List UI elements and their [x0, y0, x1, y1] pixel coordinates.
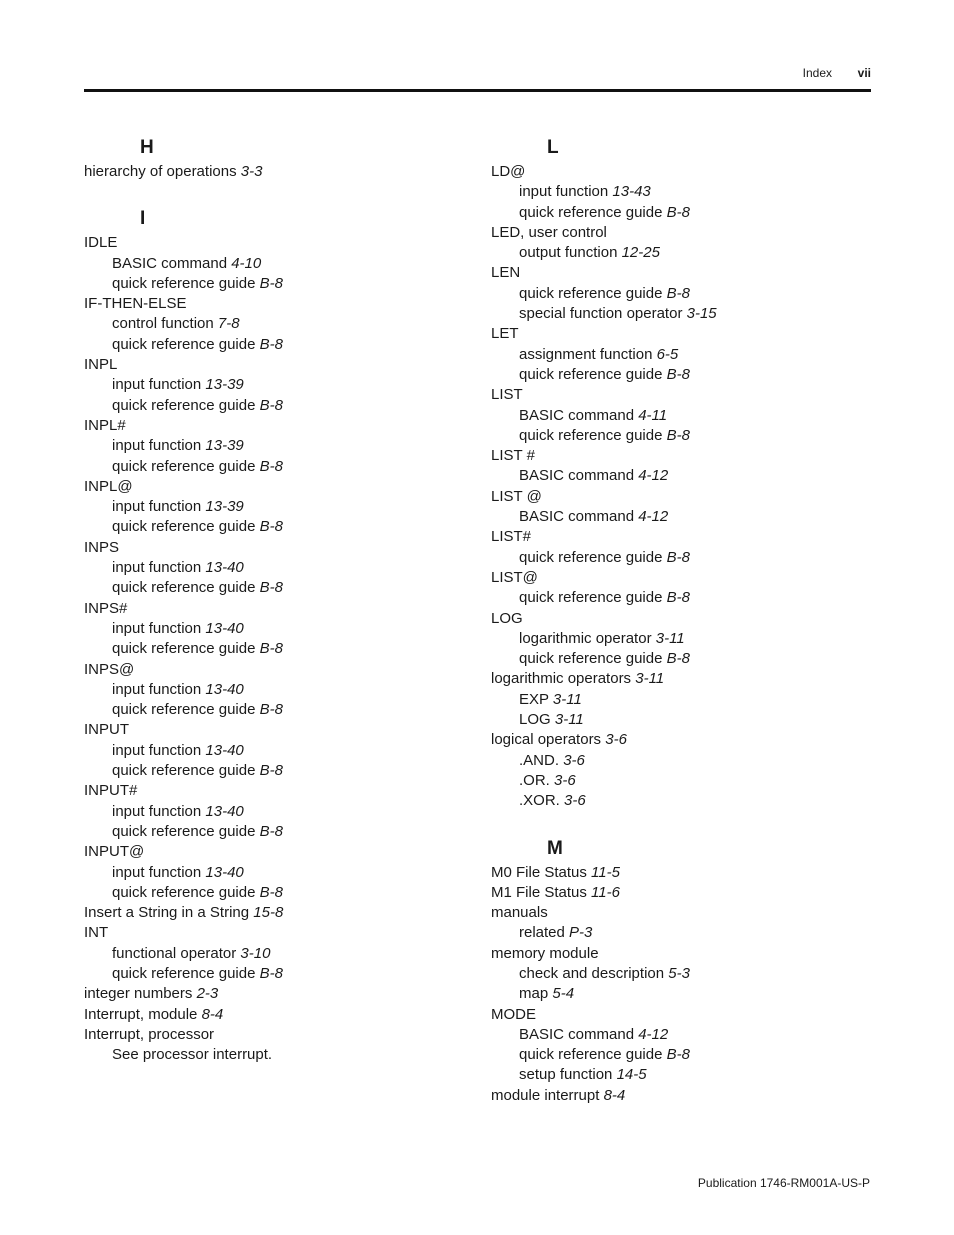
entry-page-ref: B-8 — [259, 457, 283, 475]
entry-term: BASIC command — [519, 406, 635, 424]
index-subentry — [491, 182, 871, 202]
index-subentry — [491, 791, 871, 811]
entry-term: BASIC command — [112, 254, 228, 272]
entry-term: Insert a String in a String — [84, 904, 250, 922]
index-entry — [84, 355, 464, 375]
entry-term: input function — [112, 863, 202, 881]
entry-page-ref: 3-6 — [554, 771, 576, 789]
entry-page-ref: B-8 — [259, 822, 283, 840]
entry-term: .OR. — [519, 771, 550, 789]
index-entry — [491, 324, 871, 344]
index-entry — [491, 446, 871, 466]
index-subentry — [84, 700, 464, 720]
index-subentry — [491, 406, 871, 426]
entry-term: input function — [112, 437, 202, 455]
entry-term: control function — [112, 315, 214, 333]
entry-term: LET — [491, 325, 519, 343]
entry-term: INPL# — [84, 416, 126, 434]
index-subentry — [84, 761, 464, 781]
index-entry — [491, 263, 871, 283]
index-subentry — [491, 365, 871, 385]
entry-term: quick reference guide — [519, 426, 663, 444]
entry-term: quick reference guide — [112, 640, 256, 658]
entry-term: IF-THEN-ELSE — [84, 295, 187, 313]
entry-term: LIST # — [491, 447, 535, 465]
entry-page-ref: 12-25 — [621, 244, 660, 262]
index-entry — [491, 385, 871, 405]
index-entry — [491, 669, 871, 689]
entry-term: input function — [112, 619, 202, 637]
index-subentry — [491, 984, 871, 1004]
index-subentry — [491, 690, 871, 710]
index-subentry — [491, 466, 871, 486]
entry-term: Interrupt, module — [84, 1005, 198, 1023]
entry-term: input function — [112, 680, 202, 698]
entry-term: LIST@ — [491, 568, 538, 586]
index-entry — [491, 1086, 871, 1106]
entry-term: assignment function — [519, 345, 653, 363]
entry-term: input function — [112, 741, 202, 759]
section-gap — [84, 182, 464, 205]
entry-page-ref: 3-10 — [240, 944, 271, 962]
index-subentry — [491, 1065, 871, 1085]
index-subentry — [491, 964, 871, 984]
entry-term: integer numbers — [84, 985, 193, 1003]
entry-term: EXP — [519, 690, 549, 708]
entry-term: input function — [112, 376, 202, 394]
entry-term: INPUT — [84, 721, 129, 739]
entry-page-ref: 13-39 — [205, 437, 244, 455]
entry-term: related — [519, 924, 565, 942]
entry-term: quick reference guide — [112, 335, 256, 353]
entry-page-ref: B-8 — [666, 548, 690, 566]
entry-page-ref: B-8 — [666, 426, 690, 444]
entry-page-ref: B-8 — [259, 518, 283, 536]
entry-page-ref: 3-6 — [563, 751, 585, 769]
entry-term: .AND. — [519, 751, 560, 769]
index-entry — [84, 477, 464, 497]
index-subentry — [84, 254, 464, 274]
entry-term: quick reference guide — [112, 701, 256, 719]
entry-term: check and description — [519, 964, 665, 982]
index-entry — [84, 416, 464, 436]
entry-term: INPS — [84, 538, 120, 556]
index-entry — [84, 294, 464, 314]
index-subentry — [84, 863, 464, 883]
entry-page-ref: 13-40 — [205, 619, 244, 637]
index-entry — [84, 599, 464, 619]
index-subentry — [491, 649, 871, 669]
entry-term: INPL — [84, 356, 118, 374]
index-column-left — [84, 134, 464, 1065]
entry-term: input function — [112, 498, 202, 516]
entry-term: logarithmic operators — [491, 670, 632, 688]
entry-term: LED, user control — [491, 223, 607, 241]
index-subentry — [84, 436, 464, 456]
entry-page-ref: 3-6 — [564, 792, 586, 810]
index-subentry — [84, 396, 464, 416]
entry-page-ref: B-8 — [259, 274, 283, 292]
entry-term: INT — [84, 924, 109, 942]
entry-page-ref: 5-3 — [668, 964, 690, 982]
entry-term: output function — [519, 244, 618, 262]
entry-page-ref: 7-8 — [217, 315, 240, 333]
entry-page-ref: 3-11 — [552, 690, 582, 708]
index-entry — [84, 903, 464, 923]
entry-page-ref: 11-6 — [591, 883, 620, 901]
entry-page-ref: 13-40 — [205, 680, 244, 698]
entry-page-ref: 5-4 — [552, 985, 575, 1003]
entry-term: See processor interrupt. — [112, 1046, 273, 1064]
index-entry — [491, 527, 871, 547]
index-subentry — [84, 1045, 464, 1065]
index-subentry — [84, 558, 464, 578]
entry-page-ref: 11-5 — [591, 863, 620, 881]
entry-page-ref: 13-43 — [612, 183, 651, 201]
running-header-label: Index — [802, 66, 832, 80]
entry-term: special function operator — [519, 305, 683, 323]
entry-term: IDLE — [84, 234, 118, 252]
entry-page-ref: B-8 — [259, 762, 283, 780]
index-entry — [491, 609, 871, 629]
entry-term: quick reference guide — [112, 457, 256, 475]
entry-term: LOG — [519, 711, 551, 729]
index-subentry — [84, 619, 464, 639]
entry-term: LEN — [491, 264, 521, 282]
entry-term: quick reference guide — [519, 365, 663, 383]
entry-page-ref: 13-40 — [205, 741, 244, 759]
entry-term: quick reference guide — [519, 1046, 663, 1064]
entry-page-ref: 3-6 — [605, 731, 627, 749]
entry-term: quick reference guide — [112, 964, 256, 982]
index-entry — [491, 944, 871, 964]
entry-page-ref: 4-12 — [638, 467, 669, 485]
entry-term: quick reference guide — [519, 589, 663, 607]
index-subentry — [491, 923, 871, 943]
index-subentry — [491, 1045, 871, 1065]
entry-term: .XOR. — [519, 792, 560, 810]
entry-term: quick reference guide — [112, 274, 256, 292]
index-subentry — [84, 457, 464, 477]
entry-term: quick reference guide — [112, 518, 256, 536]
index-subentry — [491, 426, 871, 446]
entry-page-ref: 3-11 — [655, 629, 685, 647]
section-letter: L — [547, 137, 559, 158]
index-entry — [491, 903, 871, 923]
index-subentry — [491, 304, 871, 324]
entry-term: INPS@ — [84, 660, 135, 678]
entry-term: quick reference guide — [112, 762, 256, 780]
entry-page-ref: P-3 — [569, 924, 593, 942]
entry-term: Interrupt, processor — [84, 1025, 215, 1043]
entry-term: quick reference guide — [112, 579, 256, 597]
index-entry — [84, 660, 464, 680]
publication-footer: Publication 1746-RM001A-US-P — [697, 1176, 870, 1190]
index-entry — [491, 883, 871, 903]
entry-page-ref: B-8 — [666, 365, 690, 383]
entry-page-ref: 3-3 — [240, 163, 263, 180]
entry-term: quick reference guide — [112, 822, 256, 840]
index-subentry — [84, 497, 464, 517]
index-subentry — [491, 710, 871, 730]
entry-term: M1 File Status — [491, 883, 587, 901]
entry-page-ref: B-8 — [259, 640, 283, 658]
entry-term: BASIC command — [519, 508, 635, 526]
index-subentry — [491, 1025, 871, 1045]
index-subentry — [491, 548, 871, 568]
section-letter: M — [547, 837, 563, 859]
entry-term: M0 File Status — [491, 863, 587, 881]
entry-term: quick reference guide — [112, 883, 256, 901]
index-entry — [84, 923, 464, 943]
index-entry — [84, 1005, 464, 1025]
index-entry — [491, 863, 871, 883]
header-rule — [84, 89, 871, 92]
entry-page-ref: 3-11 — [635, 670, 665, 688]
entry-term: input function — [112, 559, 202, 577]
entry-page-ref: 6-5 — [656, 345, 679, 363]
entry-page-ref: B-8 — [259, 396, 283, 414]
index-entry — [84, 842, 464, 862]
entry-term: input function — [112, 802, 202, 820]
entry-term: map — [519, 985, 549, 1003]
entry-page-ref: 8-4 — [603, 1086, 626, 1104]
entry-page-ref: B-8 — [666, 284, 690, 302]
index-subentry — [491, 771, 871, 791]
entry-term: INPS# — [84, 599, 128, 617]
index-entry — [491, 730, 871, 750]
entry-term: logarithmic operator — [519, 629, 652, 647]
entry-page-ref: 4-11 — [638, 406, 668, 424]
entry-page-ref: 4-12 — [638, 1025, 669, 1043]
index-subentry — [84, 375, 464, 395]
index-column-right — [491, 134, 871, 1106]
entry-page-ref: 3-11 — [554, 711, 584, 729]
index-entry — [84, 720, 464, 740]
entry-page-ref: 3-15 — [686, 305, 717, 323]
entry-page-ref: B-8 — [666, 203, 690, 221]
entry-page-ref: 13-40 — [205, 802, 244, 820]
entry-term: INPL@ — [84, 477, 133, 495]
entry-term: LD@ — [491, 163, 526, 180]
index-subentry — [491, 588, 871, 608]
entry-term: functional operator — [112, 944, 237, 962]
entry-page-ref: 13-39 — [205, 376, 244, 394]
entry-term: LIST — [491, 386, 523, 404]
index-subentry — [84, 517, 464, 537]
entry-page-ref: 4-12 — [638, 508, 669, 526]
index-subentry — [84, 944, 464, 964]
index-subentry — [84, 741, 464, 761]
entry-term: BASIC command — [519, 467, 635, 485]
entry-term: hierarchy of operations — [84, 163, 237, 180]
index-subentry — [491, 751, 871, 771]
entry-term: LIST @ — [491, 487, 542, 505]
index-subentry — [491, 243, 871, 263]
index-entry — [491, 162, 871, 182]
entry-page-ref: 15-8 — [253, 904, 284, 922]
index-entry — [84, 781, 464, 801]
entry-term: logical operators — [491, 731, 602, 749]
index-subentry — [84, 802, 464, 822]
index-subentry — [491, 507, 871, 527]
index-subentry — [84, 274, 464, 294]
index-subentry — [491, 284, 871, 304]
index-subentry — [84, 964, 464, 984]
index-subentry — [84, 680, 464, 700]
entry-term: manuals — [491, 904, 548, 922]
entry-term: quick reference guide — [519, 284, 663, 302]
index-subentry — [84, 883, 464, 903]
section-letter: I — [140, 208, 146, 230]
entry-term: MODE — [491, 1005, 536, 1023]
entry-page-ref: 4-10 — [231, 254, 262, 272]
index-entry — [491, 487, 871, 507]
index-subentry — [84, 314, 464, 334]
index-subentry — [84, 335, 464, 355]
entry-page-ref: 13-39 — [205, 498, 244, 516]
entry-term: BASIC command — [519, 1025, 635, 1043]
entry-term: LIST# — [491, 528, 532, 546]
entry-term: quick reference guide — [519, 203, 663, 221]
entry-term: setup function — [519, 1066, 613, 1084]
index-entry — [84, 1025, 464, 1045]
entry-term: module interrupt — [491, 1086, 600, 1104]
entry-term: quick reference guide — [112, 396, 256, 414]
entry-page-ref: B-8 — [259, 335, 283, 353]
entry-page-ref: B-8 — [666, 589, 690, 607]
entry-page-ref: B-8 — [666, 650, 690, 668]
entry-page-ref: 14-5 — [616, 1066, 647, 1084]
section-gap — [491, 812, 871, 835]
entry-page-ref: B-8 — [666, 1046, 690, 1064]
entry-term: quick reference guide — [519, 548, 663, 566]
index-entry — [491, 568, 871, 588]
page-number: vii — [857, 66, 871, 80]
entry-term: LOG — [491, 609, 523, 627]
entry-term: INPUT@ — [84, 843, 145, 861]
entry-term: input function — [519, 183, 609, 201]
index-entry — [491, 223, 871, 243]
index-subentry — [491, 629, 871, 649]
entry-page-ref: 8-4 — [201, 1005, 224, 1023]
index-subentry — [84, 578, 464, 598]
entry-term: quick reference guide — [519, 650, 663, 668]
entry-term: INPUT# — [84, 782, 138, 800]
index-entry — [84, 162, 464, 182]
entry-page-ref: B-8 — [259, 964, 283, 982]
entry-term: memory module — [491, 944, 599, 962]
entry-page-ref: B-8 — [259, 883, 283, 901]
entry-page-ref: 13-40 — [205, 559, 244, 577]
index-subentry — [491, 203, 871, 223]
index-subentry — [491, 345, 871, 365]
entry-page-ref: B-8 — [259, 579, 283, 597]
index-subentry — [84, 639, 464, 659]
index-entry — [84, 538, 464, 558]
entry-page-ref: B-8 — [259, 701, 283, 719]
entry-page-ref: 2-3 — [196, 985, 219, 1003]
index-entry — [84, 233, 464, 253]
index-subentry — [84, 822, 464, 842]
index-entry — [84, 984, 464, 1004]
index-entry — [491, 1005, 871, 1025]
section-letter: H — [140, 137, 154, 158]
entry-page-ref: 13-40 — [205, 863, 244, 881]
